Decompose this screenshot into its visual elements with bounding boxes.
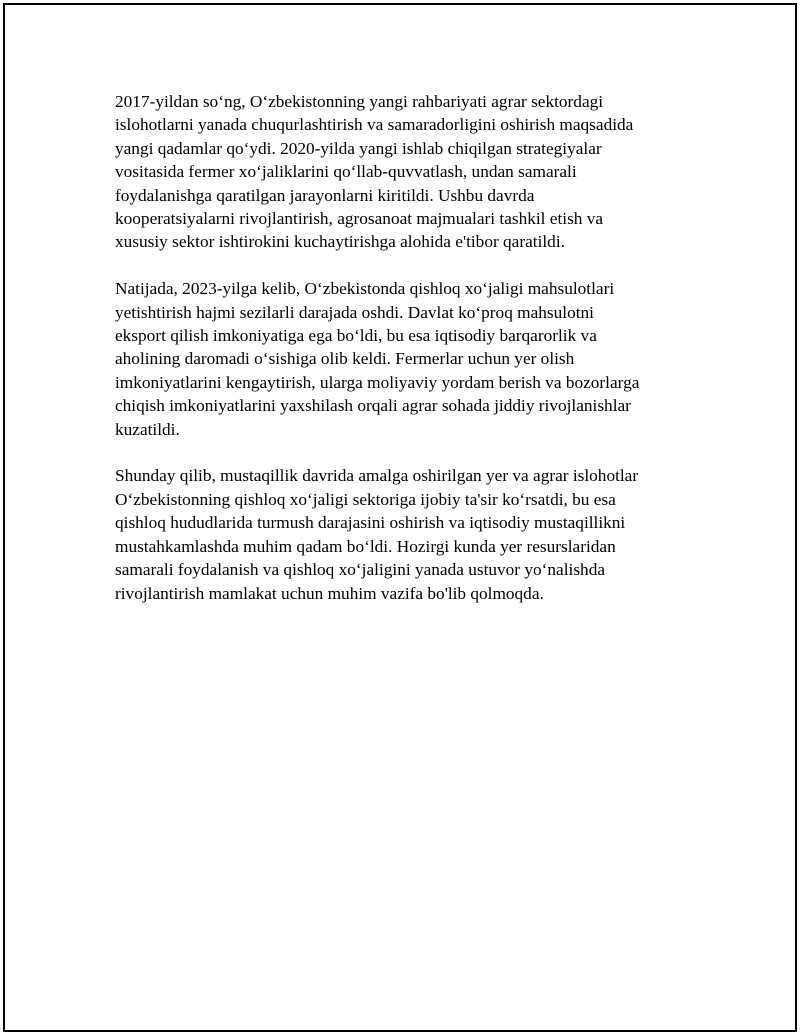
paragraph-2 [115, 277, 685, 441]
text-line: kuzatildi. [115, 419, 180, 439]
text-line: xususiy sektor ishtirokini kuchaytirishga alohida e'tibor qaratildi. [115, 232, 565, 252]
text-line: O‘zbekistonning qishloq xo‘jaligi sektoriga ijobiy ta'sir ko‘rsatdi, bu esa [115, 489, 616, 509]
text-line: qishloq hududlarida turmush darajasini oshirish va iqtisodiy mustaqillikni [115, 513, 626, 533]
text-line: foydalanishga qaratilgan jarayonlarni kiritildi. Ushbu davrda [115, 185, 535, 205]
text-line: imkoniyatlarini kengaytirish, ularga moliyaviy yordam berish va bozorlarga [115, 372, 640, 392]
text-line: aholining daromadi o‘sishiga olib keldi. Fermerlar uchun yer olish [115, 349, 575, 369]
text-line: islohotlarni yanada chuqurlashtirish va samaradorligini oshirish maqsadida [115, 115, 634, 135]
text-line: yetishtirish hajmi sezilarli darajada oshdi. Davlat ko‘proq mahsulotni [115, 302, 594, 322]
text-line: vositasida fermer xo‘jaliklarini qo‘llab-quvvatlash, undan samarali [115, 162, 577, 182]
text-line: chiqish imkoniyatlarini yaxshilash orqali agrar sohada jiddiy rivojlanishlar [115, 396, 631, 416]
paragraph-3 [115, 464, 685, 604]
text-line: 2017-yildan so‘ng, O‘zbekistonning yangi rahbariyati agrar sektordagi [115, 92, 604, 111]
paragraph-1 [115, 90, 685, 254]
document-body [115, 90, 685, 628]
text-line: Shunday qilib, mustaqillik davrida amalga oshirilgan yer va agrar islohotlar [115, 466, 639, 486]
text-line: mustahkamlashda muhim qadam bo‘ldi. Hozirgi kunda yer resurslaridan [115, 536, 616, 556]
text-line: yangi qadamlar qo‘ydi. 2020-yilda yangi ishlab chiqilgan strategiyalar [115, 138, 602, 158]
text-line: kooperatsiyalarni rivojlantirish, agrosanoat majmualari tashkil etish va [115, 209, 604, 229]
text-line: rivojlantirish mamlakat uchun muhim vazifa bo'lib qolmoqda. [115, 583, 544, 603]
text-line: eksport qilish imkoniyatiga ega bo‘ldi, bu esa iqtisodiy barqarorlik va [115, 326, 597, 346]
text-line: samarali foydalanish va qishloq xo‘jaligini yanada ustuvor yo‘nalishda [115, 560, 606, 580]
text-line: Natijada, 2023-yilga kelib, O‘zbekistonda qishloq xo‘jaligi mahsulotlari [115, 279, 615, 299]
